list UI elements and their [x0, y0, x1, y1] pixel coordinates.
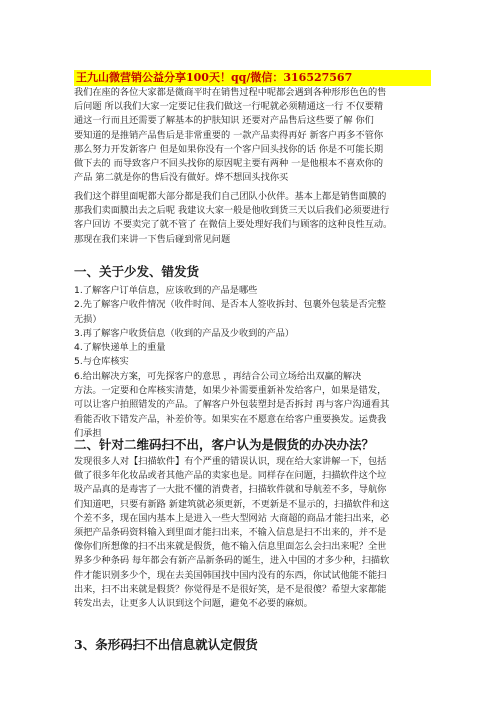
intro-line: 产品 第二就是你的售后没有做好。烨不想回头找你买 — [74, 172, 289, 184]
list-item: 方法。一定要和仓库核实清楚，如果少补需要重新补发给客户，如果是错发， — [74, 385, 387, 397]
list-item: 无损） — [74, 313, 102, 325]
intro-line: 要知道的是推销产品售后是非常重要的 一款产品卖得再好 新客户再多不管你 — [74, 129, 384, 141]
intro-line: 通这一行而且还需要了解基本的护肤知识 还要对产品售后这些要了解 你们 — [74, 115, 374, 127]
section-2-paragraph — [74, 455, 434, 611]
intro-line: 做下去的 而导致客户不回头找你的原因呢主要有两种 一是他根本不喜欢你的 — [74, 157, 384, 169]
section-1-list — [74, 284, 434, 441]
section-2-line: 界多少种条码 每年都会有新产品新条码的诞生，进入中国的才多少种，扫描软 — [74, 555, 390, 567]
team-line: 那我们卖面膜出去之后呢 我建议大家一般是他收到货三天以后我们必须要进行 — [74, 205, 390, 217]
intro-line: 后问题 所以我们大家一定要记住我们做这一行呢就必须精通这一行 不仅要精 — [74, 101, 384, 113]
section-3-heading: 3、条形码扫不出信息就认定假货 — [74, 637, 258, 652]
section-2-line: 转发出去，让更多人认识到这个问题，避免不必要的麻烦。 — [74, 597, 313, 609]
section-2-heading: 二、针对二维码扫不出，客户认为是假货的办决办法？ — [74, 437, 375, 452]
team-paragraph — [74, 190, 434, 247]
list-item: 看能否收下错发产品，补差价等。如果实在不愿意在给客户重要换发。运费我 — [74, 413, 387, 425]
list-item: 可以让客户拍照错发的产品。了解客户外包装塑封是否拆封 再与客户沟通看其 — [74, 399, 390, 411]
section-2-line: 圾产品真的是毒害了一大批不懂的消费者，扫描软件就和导航差不多，导航你 — [74, 484, 387, 496]
list-item: 3.再了解客户收货信息（收到的产品及少收到的产品） — [74, 327, 295, 339]
section-2-line: 须把产品条码资料输入到里面才能扫出来，不输入信息是扫不出来的，并不是 — [74, 526, 387, 538]
document-title: 王九山微营销公益分享100天！qq/微信：316527567 — [74, 70, 431, 86]
section-2-line: 们知道吧，只要有新路 新建筑就必须更新，不更新是不显示的，扫描软件和这 — [74, 498, 390, 510]
section-2-line: 个差不多，现在国内基本上是进入一些大型网站 大商超的商品才能扫出来，必 — [74, 512, 390, 524]
team-line: 我们这个群里面呢都大部分都是我们自己团队小伙伴。基本上都是销售面膜的 — [74, 191, 387, 202]
team-line: 那现在我们来讲一下售后碰到常见问题 — [74, 233, 231, 245]
section-2-line: 发现很多人对【扫描软件】有个严重的错误认识，现在给大家讲解一下，包括 — [74, 456, 387, 467]
list-item: 2.先了解客户收件情况（收件时间、是否本人签收拆封、包裹外包装是否完整 — [74, 299, 386, 311]
intro-line: 那么努力开发新客户 但是如果你没有一个客户回头找你的话 你是不可能长期 — [74, 143, 384, 155]
intro-paragraph — [74, 86, 434, 185]
list-item: 5.与仓库核实 — [74, 356, 129, 368]
list-item: 们承担 — [74, 427, 102, 439]
section-2-line: 做了很多年化妆品或者其他产品的卖家也是。同样存在问题，扫描软件这个垃 — [74, 470, 387, 482]
section-2-line: 像你们所想像的扫不出来就是假货，他不输入信息里面怎么会扫出来呢？全世 — [74, 541, 387, 553]
section-2-line: 出来，扫不出来就是假货？你觉得是不是很好笑，是不是很傻？希望大家都能 — [74, 583, 387, 595]
list-item: 6.给出解决方案，可先探客户的意思 ，再结合公司立场给出双赢的解决 — [74, 370, 362, 382]
list-item: 4.了解快递单上的重量 — [74, 342, 166, 354]
section-2-line: 件才能识别多少个，现在去美国韩国找中国内没有的东西，你试试他能不能扫 — [74, 569, 387, 581]
intro-line: 我们在座的各位大家都是微商平时在销售过程中呢都会遇到各种形形色色的售 — [74, 87, 387, 98]
team-line: 客户回访 不要卖完了就不管了 在微信上要处理好我们与顾客的这种良性互动。 — [74, 219, 393, 231]
section-1-heading: 一、关于少发、错发货 — [74, 264, 200, 279]
list-item: 1.了解客户订单信息，应该收到的产品是哪些 — [74, 285, 258, 296]
